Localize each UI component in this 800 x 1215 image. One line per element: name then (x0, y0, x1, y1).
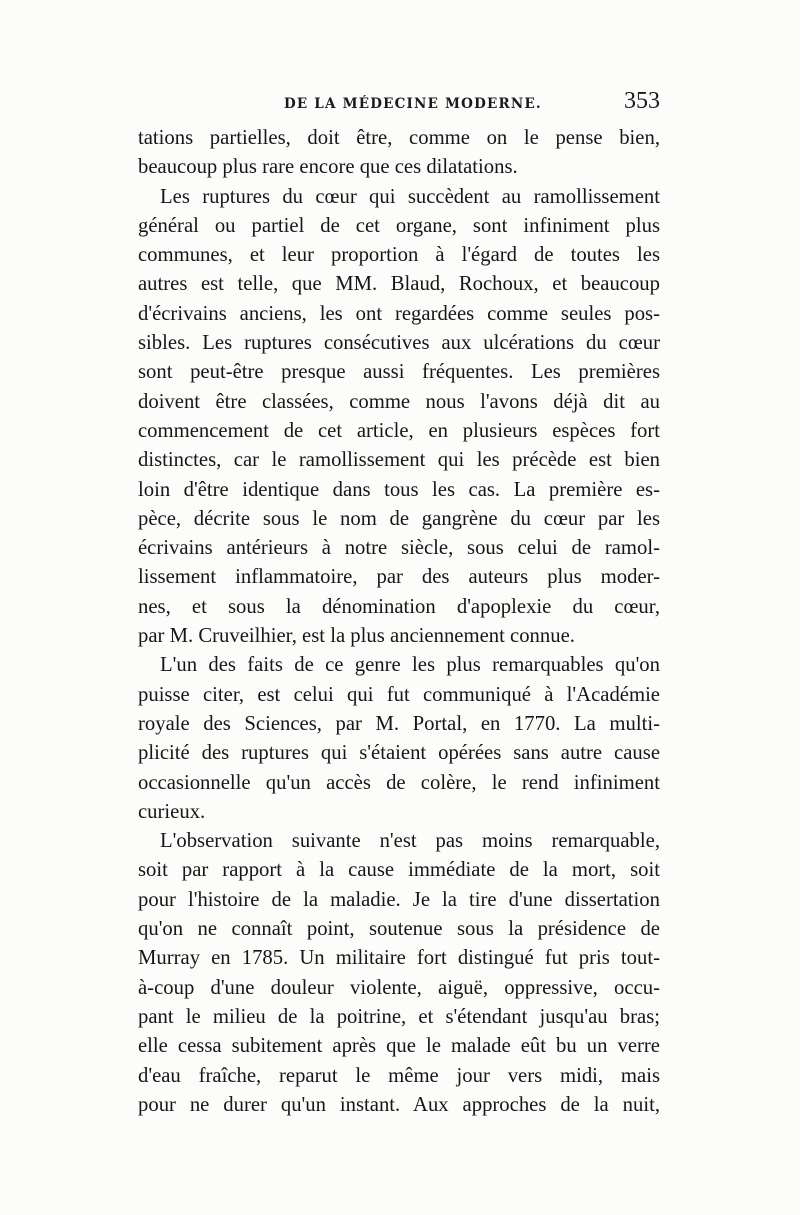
text-line: occasionnelle qu'un accès de colère, le rend infiniment (138, 771, 660, 794)
text-line: par M. Cruveilhier, est la plus anciennement connue. (138, 625, 575, 648)
text-line: d'eau fraîche, reparut le même jour vers midi, mais (138, 1064, 660, 1087)
text-line: Murray en 1785. Un militaire fort distingué fut pris tout- (138, 947, 660, 970)
paragraph (138, 124, 660, 183)
text-line: sont peut-être presque aussi fréquentes. Les premières (138, 361, 660, 384)
body-text (138, 124, 660, 1120)
text-line: pant le milieu de la poitrine, et s'étendant jusqu'au bras; (138, 1005, 660, 1028)
paragraph (138, 827, 660, 1120)
text-line: plicité des ruptures qui s'étaient opérées sans autre cause (138, 742, 660, 765)
text-line: L'un des faits de ce genre les plus remarquables qu'on (160, 654, 660, 677)
text-line: elle cessa subitement après que le malade eût bu un verre (138, 1035, 660, 1058)
text-line: distinctes, car le ramollissement qui les précède est bien (138, 449, 660, 472)
text-line: sibles. Les ruptures consécutives aux ulcérations du cœur (138, 332, 660, 355)
running-head (138, 88, 660, 118)
paragraph (138, 183, 660, 652)
text-line: pour l'histoire de la maladie. Je la tire d'une dissertation (138, 888, 660, 911)
text-line: général ou partiel de cet organe, sont infiniment plus (138, 214, 660, 237)
text-line: curieux. (138, 800, 206, 823)
text-line: L'observation suivante n'est pas moins remarquable, (160, 830, 660, 853)
text-line: à-coup d'une douleur violente, aiguë, oppressive, occu- (138, 976, 660, 999)
text-line: d'écrivains anciens, les ont regardées comme seules pos- (138, 302, 660, 325)
text-line: nes, et sous la dénomination d'apoplexie du cœur, (138, 595, 660, 618)
running-title: DE LA MÉDECINE MODERNE. (284, 96, 542, 112)
text-line: pèce, décrite sous le nom de gangrène du cœur par les (138, 507, 660, 530)
text-line: qu'on ne connaît point, soutenue sous la présidence de (138, 918, 660, 941)
text-line: communes, et leur proportion à l'égard de toutes les (138, 244, 660, 267)
text-line: puisse citer, est celui qui fut communiqué à l'Académie (138, 683, 660, 706)
text-line: lissement inflammatoire, par des auteurs plus moder- (138, 566, 660, 589)
text-line: Les ruptures du cœur qui succèdent au ramollissement (160, 185, 660, 208)
text-line: doivent être classées, comme nous l'avons déjà dit au (138, 390, 660, 413)
text-line: autres est telle, que MM. Blaud, Rochoux, et beaucoup (138, 273, 660, 296)
text-line: pour ne durer qu'un instant. Aux approches de la nuit, (138, 1093, 660, 1116)
text-line: tations partielles, doit être, comme on le pense bien, (138, 127, 660, 149)
text-line: écrivains antérieurs à notre siècle, sous celui de ramol- (138, 537, 660, 560)
page-number: 353 (624, 88, 660, 114)
text-line: soit par rapport à la cause immédiate de la mort, soit (138, 859, 660, 882)
paragraph (138, 651, 660, 827)
text-line: loin d'être identique dans tous les cas. La première es- (138, 478, 660, 501)
text-line: beaucoup plus rare encore que ces dilatations. (138, 156, 518, 179)
text-line: commencement de cet article, en plusieurs espèces fort (138, 419, 660, 442)
text-line: royale des Sciences, par M. Portal, en 1770. La multi- (138, 712, 660, 735)
